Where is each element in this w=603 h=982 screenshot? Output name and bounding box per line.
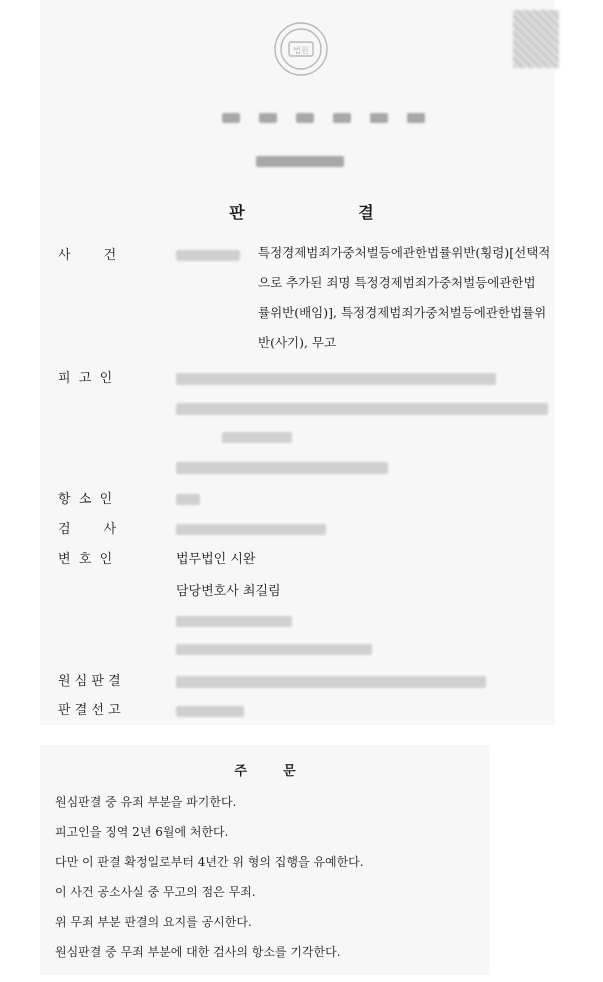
order-line: 원심판결 중 무죄 부분에 대한 검사의 항소를 기각한다. [55, 945, 341, 959]
original-judgment-label: 원 심 판 결 [58, 674, 121, 689]
order-line: 다만 이 판결 확정일로부터 4년간 위 형의 집행을 유예한다. [55, 855, 364, 869]
prosecutor-label: 검 사 [58, 522, 117, 537]
case-line: 률위반(배임)], 특정경제범죄가중처벌등에관한법률위 [258, 305, 547, 320]
order-line: 피고인을 징역 2년 6월에 처한다. [55, 825, 229, 839]
qr-code-icon [513, 10, 559, 68]
order-title: 주 문 [234, 764, 296, 779]
counsel-attorney: 담당변호사 최길림 [176, 584, 281, 599]
order-line: 원심판결 중 유죄 부분을 파기한다. [55, 795, 237, 809]
case-line: 특정경제범죄가중처벌등에관한법률위반(횡령)[선택적 [258, 245, 551, 260]
case-line: 반(사기), 무고 [258, 335, 337, 350]
defendant-address-cont-redacted [222, 428, 292, 447]
defendant-label: 피 고 인 [58, 371, 113, 386]
appellant-redacted [176, 490, 200, 509]
counsel-attorney2-redacted [176, 612, 292, 631]
case-description [258, 238, 553, 358]
court-emblem-icon [272, 20, 330, 78]
case-line: 으로 추가된 죄명 특정경제범죄가중처벌등에관한법 [258, 275, 536, 290]
defendant-address-redacted [176, 400, 548, 419]
court-name-redacted [222, 108, 425, 127]
appellant-label: 항 소 인 [58, 492, 113, 507]
original-judgment-redacted [176, 673, 486, 692]
defendant-redacted [176, 370, 496, 389]
counsel-attorney3-redacted [176, 640, 372, 659]
counsel-firm: 법무법인 시완 [176, 552, 256, 567]
verdict-date-label: 판 결 선 고 [58, 703, 121, 718]
defendant-registered-redacted [176, 459, 388, 478]
case-label: 사 건 [58, 248, 117, 263]
division-redacted [256, 152, 344, 171]
emblem-text: 법원 [293, 46, 309, 55]
verdict-date-redacted [176, 702, 244, 721]
prosecutor-redacted [176, 520, 326, 539]
order-line: 이 사건 공소사실 중 무고의 점은 무죄. [55, 885, 256, 899]
order-line: 위 무죄 부분 판결의 요지를 공시한다. [55, 915, 252, 929]
case-number-redacted [176, 246, 240, 265]
document-title: 판 결 [229, 203, 428, 222]
counsel-label: 변 호 인 [58, 552, 113, 567]
